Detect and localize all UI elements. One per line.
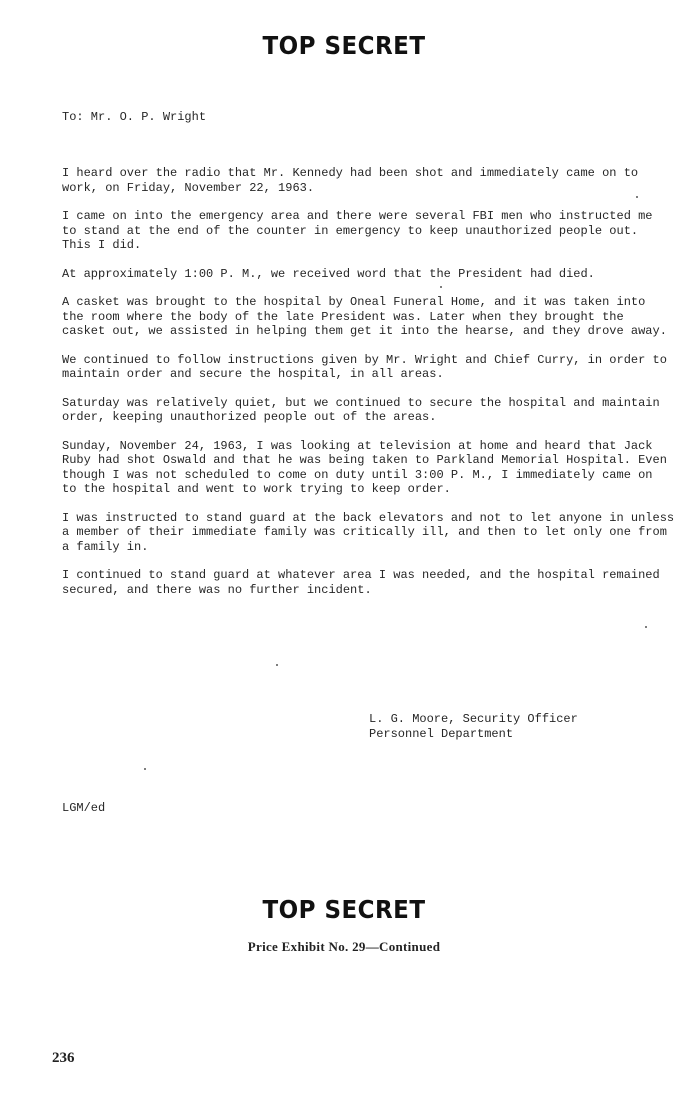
signature-name: L. G. Moore, Security Officer [369, 712, 578, 726]
memo-paragraph: Saturday was relatively quiet, but we continued to secure the hospital and maintain order, keeping unauthorized people out of the areas. [62, 395, 660, 424]
page-number: 236 [52, 1050, 75, 1066]
exhibit-caption: Price Exhibit No. 29—Continued [247, 939, 441, 954]
scan-speck [276, 664, 278, 666]
memo-paragraph: Sunday, November 24, 1963, I was looking at television at home and heard that Jack Ruby had shot Oswald and that he was being taken to Parkland Memorial Hospital. Even though I was not scheduled to come on duty until 3:00 P. M., I immediately came on to the hospital and went to work trying to keep order. [62, 438, 667, 496]
scan-speck [144, 768, 146, 770]
memo-paragraph: I was instructed to stand guard at the back elevators and not to let anyone in unless a member of their immediate family was critically ill, and then to let only one from a family in. [62, 510, 675, 554]
memo-paragraph: At approximately 1:00 P. M., we received word that the President had died. [62, 266, 595, 281]
scan-speck [440, 286, 442, 288]
memo-paragraph: We continued to follow instructions given by Mr. Wright and Chief Curry, in order to maintain order and secure the hospital, in all areas. [62, 352, 667, 381]
signature-block [369, 712, 578, 741]
top-secret-header: TOP SECRET [262, 31, 426, 60]
signature-department: Personnel Department [369, 726, 514, 741]
memo-paragraph: I came on into the emergency area and there were several FBI men who instructed me to stand at the end of the counter in emergency to keep unauthorized people out. This I did. [62, 209, 653, 252]
scan-speck [636, 196, 638, 198]
top-secret-footer: TOP SECRET [262, 895, 426, 924]
scan-speck [645, 626, 647, 628]
memo-paragraph: I continued to stand guard at whatever area I was needed, and the hospital remained secured, and there was no further incident. [62, 568, 660, 597]
memo-body [62, 166, 677, 611]
typist-initials: LGM/ed [62, 801, 106, 815]
memo-paragraph: A casket was brought to the hospital by Oneal Funeral Home, and it was taken into the room where the body of the late President was. Later when they brought the casket out, we assisted in helping them get it into the hearse, and they drove away. [62, 295, 667, 338]
memo-paragraph: I heard over the radio that Mr. Kennedy had been shot and immediately came on to work, on Friday, November 22, 1963. [62, 166, 639, 195]
memo-to-line: To: Mr. O. P. Wright [62, 110, 207, 124]
